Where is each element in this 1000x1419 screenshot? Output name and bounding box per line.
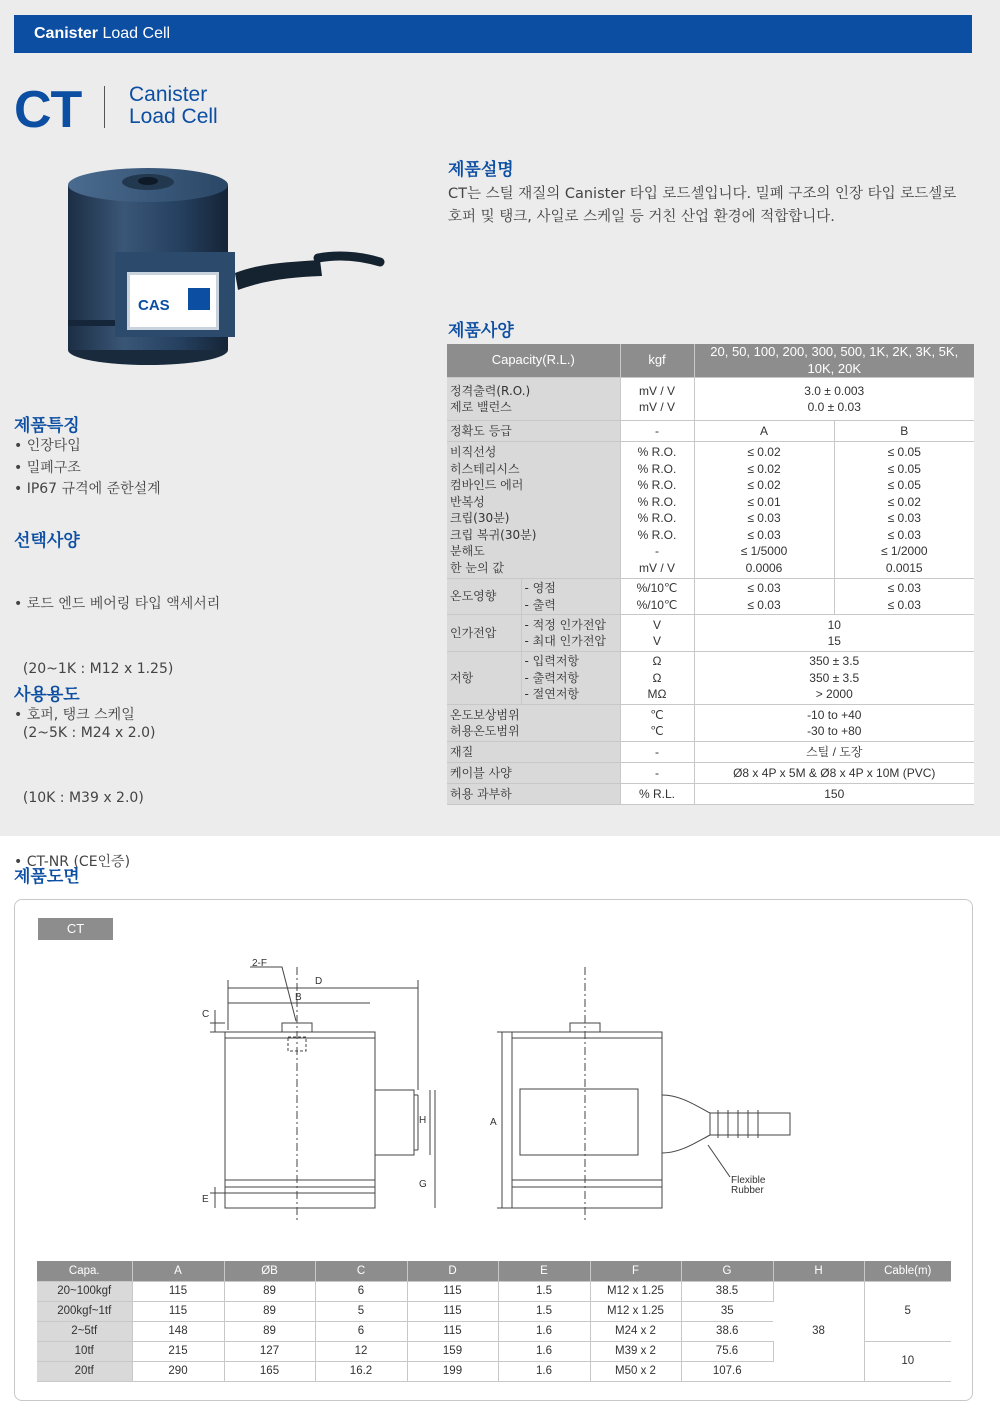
- spec-header-cell: Capacity(R.L.): [447, 344, 620, 378]
- usage-heading: 사용용도: [14, 685, 80, 705]
- features-list: [14, 436, 161, 501]
- svg-text:A: A: [490, 1117, 497, 1128]
- table-row: 온도보상범위 허용온도범위 ℃ ℃ -10 to +40 -30 to +80: [447, 705, 974, 742]
- cas-logo: CAS: [138, 297, 170, 314]
- svg-text:E: E: [202, 1194, 209, 1205]
- svg-text:C: C: [202, 1009, 210, 1020]
- description-text: CT는 스틸 재질의 Canister 타입 로드셀입니다. 밀폐 구조의 인장 타입 로드셀로 호퍼 및 탱크, 사일로 스케일 등 거친 산업 환경에 적합합니다.: [448, 186, 957, 225]
- drawing-heading: 제품도면: [14, 867, 80, 887]
- table-row: 20~100kgf 115 89 6 115 1.5 M12 x 1.25 38.5 38 5: [37, 1281, 951, 1301]
- table-row: 비직선성 히스테리시스 컴바인드 에러 반복성 크립(30분) 크립 복귀(30분) 분해도 한 눈의 값 % R.O. % R.O. % R.O. % R.O. % R.O. % R.O. - mV / V ≤ 0.02 ≤ 0.02 ≤ 0.02 ≤ 0.01 ≤ 0.03 ≤ 0.03 ≤ 1/5000 0.0006 ≤ 0.05 ≤ 0.05 ≤ 0.05 ≤ 0.02 ≤ 0.03 ≤ 0.03 ≤ 1/2000 0.0015: [447, 442, 974, 579]
- table-row: 정격출력(R.O.) 제로 밸런스 mV / V mV / V 3.0 ± 0.003 0.0 ± 0.03: [447, 378, 974, 421]
- description-heading: 제품설명: [448, 160, 514, 180]
- list-item: • 호퍼, 탱크 스케일: [14, 707, 135, 723]
- list-item: • 로드 엔드 베어링 타입 액세서리: [14, 596, 221, 612]
- table-row: 2~5tf 148 89 6 115 1.6 M24 x 2 38.6: [37, 1321, 951, 1341]
- table-row: 허용 과부하 % R.L. 150: [447, 784, 974, 805]
- usage-list: [14, 705, 135, 727]
- table-row: 200kgf~1tf 115 89 5 115 1.5 M12 x 1.25 35: [37, 1301, 951, 1321]
- options-heading: 선택사양: [14, 531, 80, 551]
- spec-header-row: [447, 344, 974, 378]
- list-item: • IP67 규격에 준한설계: [14, 481, 161, 497]
- list-item: • 밀폐구조: [14, 459, 81, 476]
- drawing-tag: CT: [38, 918, 113, 940]
- svg-text:2-F: 2-F: [252, 958, 267, 969]
- spec-heading: 제품사양: [448, 321, 514, 341]
- list-item: (10K : M39 x 2.0): [14, 789, 144, 806]
- table-row: 20tf 290 165 16.2 199 1.6 M50 x 2 107.6: [37, 1361, 951, 1381]
- list-item: (20~1K : M12 x 1.25): [14, 660, 174, 677]
- title-divider: [104, 86, 105, 128]
- table-row: 인가전압 - 적정 인가전압 - 최대 인가전압 V V 10 15: [447, 615, 974, 652]
- list-item: (2~5K : M24 x 2.0): [14, 725, 156, 741]
- table-row: 정확도 등급 - A B: [447, 421, 974, 442]
- svg-text:G: G: [419, 1179, 427, 1190]
- svg-text:Rubber: Rubber: [731, 1185, 764, 1196]
- svg-text:D: D: [315, 976, 323, 987]
- table-row: 케이블 사양 - Ø8 x 4P x 5M & Ø8 x 4P x 10M (PVC): [447, 763, 974, 784]
- table-row: 저항 - 입력저항 - 출력저항 - 절연저항 Ω Ω MΩ 350 ± 3.5 350 ± 3.5 > 2000: [447, 652, 974, 705]
- svg-text:Flexible: Flexible: [731, 1175, 766, 1186]
- list-item: • 인장타입: [14, 438, 81, 454]
- technical-drawing: [190, 955, 810, 1225]
- model-subtitle: Canister Load Cell: [129, 83, 218, 128]
- category-banner: Canister Load Cell: [14, 15, 972, 53]
- table-row: 10tf 215 127 12 159 1.6 M39 x 2 75.6 10: [37, 1341, 951, 1361]
- dim-header-row: Capa. A ØB C D E F G H Cable(m): [37, 1261, 951, 1281]
- spec-table: [447, 344, 974, 805]
- svg-text:B: B: [295, 992, 302, 1003]
- table-row: 온도영향 - 영점 - 출력 %/10℃ %/10℃ ≤ 0.03 ≤ 0.03 ≤ 0.03 ≤ 0.03: [447, 579, 974, 615]
- list-item: • CT-NR (CE인증): [14, 854, 131, 870]
- product-photo: [60, 160, 390, 370]
- spec-header-cell: kgf: [620, 344, 694, 378]
- table-row: 재질 - 스틸 / 도장: [447, 742, 974, 763]
- model-code: CT: [14, 81, 82, 139]
- features-heading: 제품특징: [14, 416, 80, 436]
- dimension-table: [37, 1261, 951, 1382]
- spec-header-cell: 20, 50, 100, 200, 300, 500, 1K, 2K, 3K, 5K, 10K, 20K: [694, 344, 974, 378]
- svg-text:H: H: [419, 1115, 427, 1126]
